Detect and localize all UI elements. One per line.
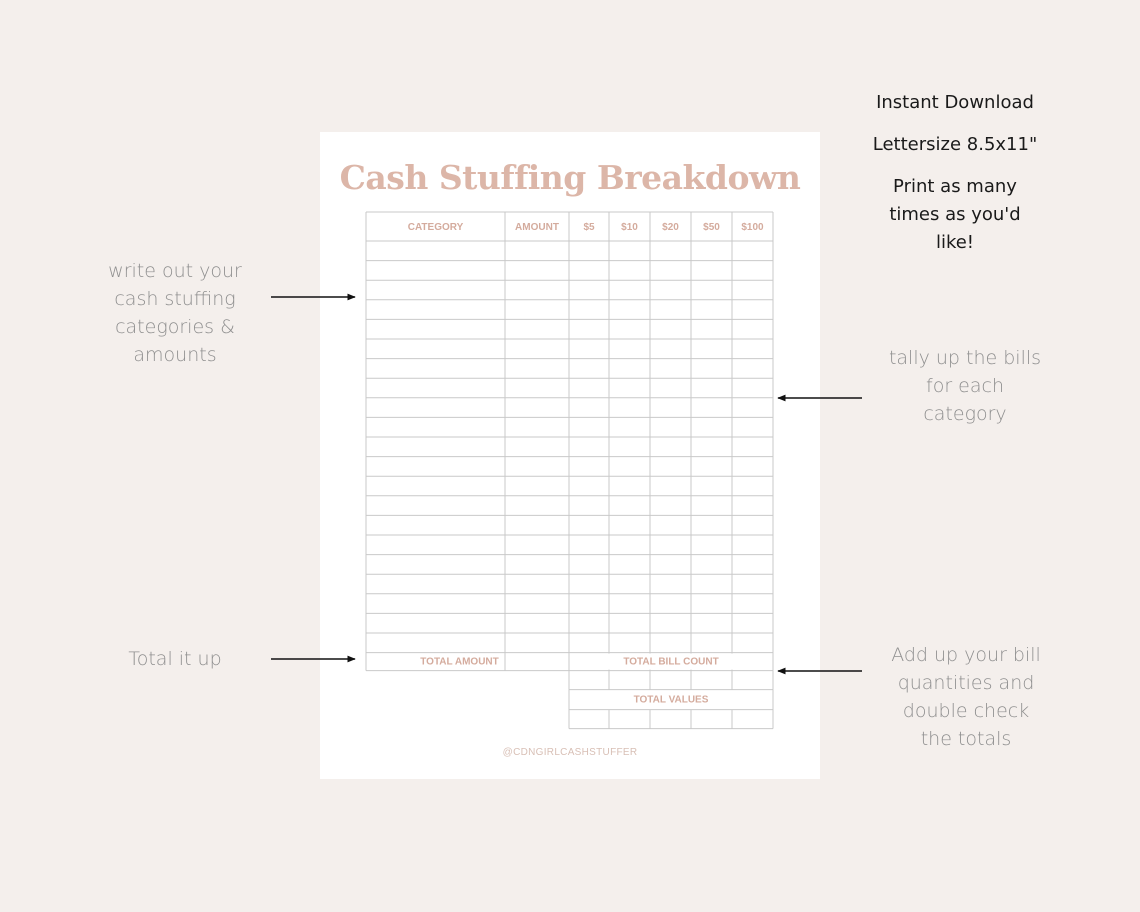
annotation-line: categories & — [115, 316, 235, 338]
info-print-line: Print as many — [893, 176, 1017, 197]
column-header: $20 — [662, 222, 679, 233]
annotation-line: Add up your bill — [891, 644, 1041, 666]
info-print-line: times as you'd — [889, 204, 1021, 225]
annotation-line: cash stuffing — [114, 288, 236, 310]
sheet-title: Cash Stuffing Breakdown — [339, 158, 801, 197]
footer-handle: @CDNGIRLCASHSTUFFER — [502, 747, 638, 758]
annotation-add-up — [866, 641, 1066, 753]
column-header: $5 — [583, 222, 595, 233]
annotation-line: the totals — [920, 728, 1012, 750]
annotation-line: amounts — [133, 344, 217, 366]
column-header: $50 — [703, 222, 720, 233]
column-header: $10 — [621, 222, 638, 233]
total-amount-label: TOTAL AMOUNT — [420, 656, 499, 668]
annotation-tally — [870, 344, 1060, 428]
info-print-line: like! — [935, 232, 975, 253]
column-header: CATEGORY — [407, 222, 464, 233]
annotation-line: for each — [926, 375, 1004, 397]
total-values-label: TOTAL VALUES — [633, 694, 709, 706]
annotation-line: write out your — [108, 260, 242, 282]
annotation-line: double check — [902, 700, 1030, 722]
column-header: $100 — [741, 222, 764, 233]
annotation-total — [95, 645, 255, 673]
annotation-line: quantities and — [897, 672, 1035, 694]
info-lettersize: Lettersize 8.5x11" — [872, 134, 1038, 155]
annotation-categories — [85, 257, 265, 369]
info-print — [860, 173, 1050, 257]
info-instant-download: Instant Download — [876, 92, 1034, 113]
annotation-line: category — [923, 403, 1007, 425]
column-header: AMOUNT — [515, 222, 559, 233]
annotation-line: tally up the bills — [888, 347, 1042, 369]
total-bill-count-label: TOTAL BILL COUNT — [623, 656, 719, 668]
annotation-line: Total it up — [128, 648, 222, 670]
